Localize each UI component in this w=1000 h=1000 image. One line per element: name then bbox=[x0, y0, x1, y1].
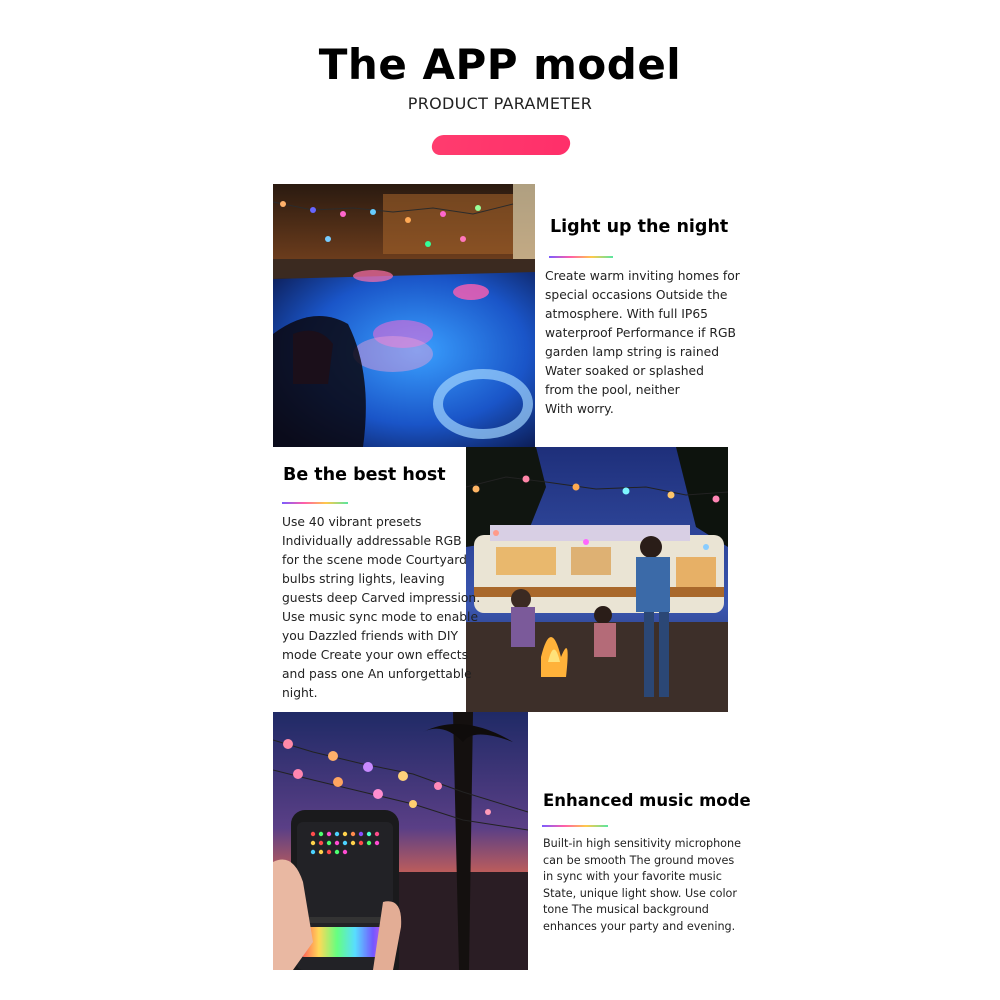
section-heading-light-up: Light up the night bbox=[550, 217, 729, 237]
heading-rule bbox=[282, 502, 348, 504]
text-line: can be smooth The ground moves bbox=[543, 853, 735, 867]
text-line: garden lamp string is rained bbox=[545, 345, 720, 359]
pool-party-photo bbox=[273, 184, 535, 447]
text-line: waterproof Performance if RGB bbox=[545, 326, 736, 340]
text-line: you Dazzled friends with DIY bbox=[282, 629, 458, 643]
text-line: Built-in high sensitivity microphone bbox=[543, 837, 741, 850]
text-line: and pass one An unforgettable bbox=[282, 667, 472, 681]
sunset-phone-app-photo bbox=[273, 712, 528, 970]
section-heading-best-host: Be the best host bbox=[283, 465, 446, 485]
text-line: Individually addressable RGB bbox=[282, 534, 462, 548]
page-subtitle: PRODUCT PARAMETER bbox=[407, 94, 593, 113]
text-line: guests deep Carved impression. bbox=[282, 591, 481, 605]
text-line: State, unique light show. Use color bbox=[543, 886, 737, 900]
heading-rule bbox=[542, 825, 608, 827]
section-heading-music-mode: Enhanced music mode bbox=[543, 791, 751, 810]
text-line: With worry. bbox=[545, 402, 614, 416]
text-line: enhances your party and evening. bbox=[543, 919, 736, 933]
text-line: mode Create your own effects bbox=[282, 648, 468, 662]
text-line: bulbs string lights, leaving bbox=[282, 572, 445, 586]
text-line: in sync with your favorite music bbox=[543, 870, 722, 884]
text-line: atmosphere. With full IP65 bbox=[545, 307, 708, 321]
text-line: for the scene mode Courtyard bbox=[282, 553, 467, 567]
section-text-best-host bbox=[282, 513, 480, 703]
text-line: special occasions Outside the bbox=[545, 288, 728, 302]
text-line: Use music sync mode to enable bbox=[282, 610, 479, 624]
text-line: Water soaked or splashed bbox=[545, 364, 704, 378]
text-line: night. bbox=[282, 686, 318, 700]
section-text-music-mode bbox=[543, 836, 741, 936]
heading-rule bbox=[549, 256, 613, 258]
text-line: from the pool, neither bbox=[545, 383, 680, 397]
text-line: Create warm inviting homes for bbox=[545, 269, 740, 283]
camper-campfire-photo bbox=[466, 447, 728, 712]
text-line: tone The musical background bbox=[543, 903, 709, 917]
section-text-light-up bbox=[545, 267, 740, 419]
accent-pill bbox=[430, 135, 572, 155]
text-line: Use 40 vibrant presets bbox=[282, 515, 422, 529]
page-title: The APP model bbox=[318, 40, 682, 89]
